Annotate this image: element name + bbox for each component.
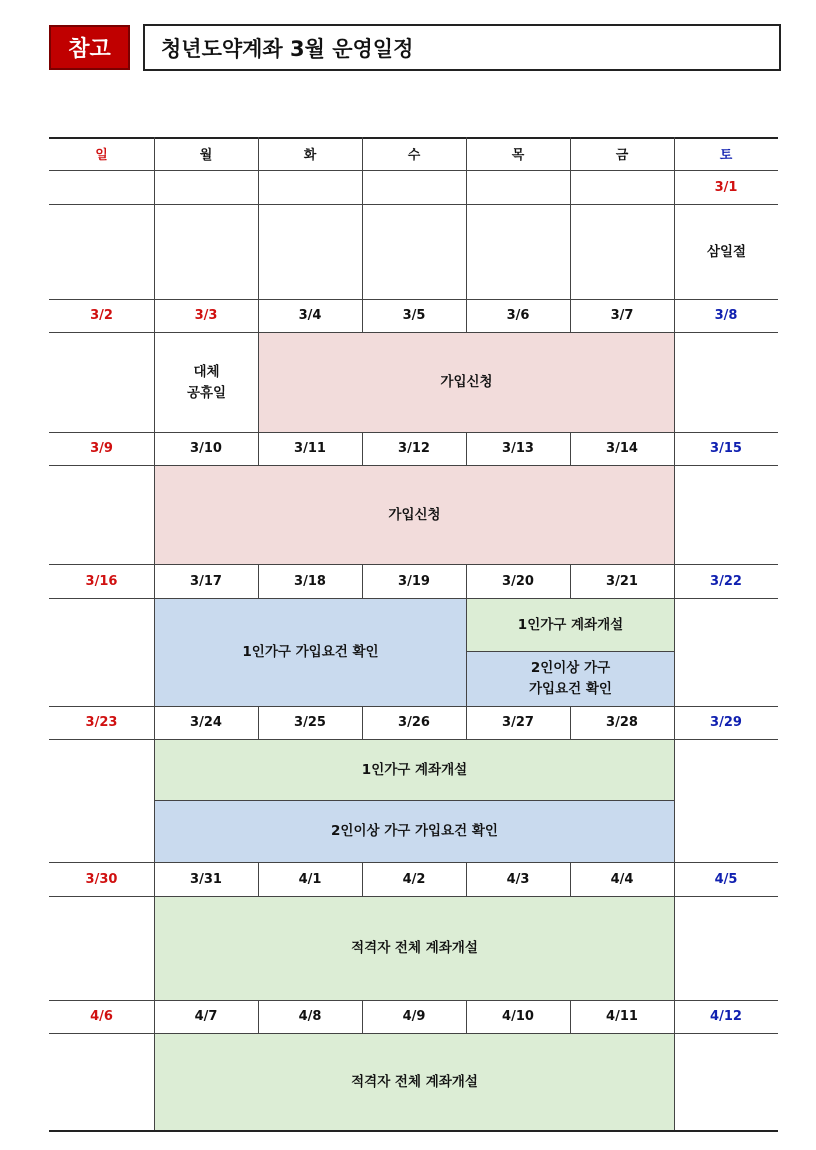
date-cell: 4/8 bbox=[298, 1009, 322, 1024]
column-divider bbox=[466, 137, 467, 170]
date-cell: 3/23 bbox=[85, 715, 118, 730]
column-divider bbox=[258, 299, 259, 332]
column-divider bbox=[258, 137, 259, 170]
row-divider bbox=[49, 170, 778, 171]
column-divider bbox=[258, 332, 259, 432]
column-divider bbox=[362, 299, 363, 332]
column-divider bbox=[466, 706, 467, 739]
date-cell bbox=[362, 170, 466, 204]
date-cell: 3/20 bbox=[502, 573, 534, 589]
date-cell: 4/12 bbox=[710, 1009, 742, 1024]
column-divider bbox=[570, 432, 571, 465]
column-divider bbox=[466, 564, 467, 598]
event-single-open: 1인가구 계좌개설 bbox=[467, 599, 674, 651]
weekday-header: 금 bbox=[615, 148, 629, 163]
event-apply: 가입신청 bbox=[155, 466, 674, 564]
column-divider bbox=[570, 1000, 571, 1033]
column-divider bbox=[362, 170, 363, 204]
date-cell: 3/24 bbox=[190, 715, 222, 730]
weekday-header: 화 bbox=[303, 148, 317, 163]
column-divider bbox=[154, 432, 155, 465]
column-divider bbox=[674, 170, 675, 204]
column-divider bbox=[362, 204, 363, 299]
date-cell: 3/13 bbox=[502, 441, 534, 456]
row-divider bbox=[49, 862, 778, 863]
row-divider bbox=[49, 706, 778, 707]
column-divider bbox=[154, 896, 155, 1000]
column-divider bbox=[258, 862, 259, 896]
date-cell bbox=[258, 170, 362, 204]
date-cell: 3/10 bbox=[190, 441, 222, 456]
column-divider bbox=[674, 432, 675, 465]
row-divider bbox=[466, 651, 674, 652]
row-divider bbox=[49, 1033, 778, 1034]
date-cell bbox=[570, 170, 674, 204]
column-divider bbox=[154, 299, 155, 332]
row-divider bbox=[49, 137, 778, 139]
date-cell: 3/5 bbox=[402, 308, 426, 323]
date-cell: 4/11 bbox=[606, 1009, 638, 1024]
event-single-check: 1인가구 가입요건 확인 bbox=[155, 599, 466, 706]
column-divider bbox=[154, 204, 155, 299]
row-divider bbox=[49, 332, 778, 333]
date-cell: 4/6 bbox=[90, 1009, 113, 1024]
date-cell: 3/29 bbox=[710, 715, 742, 730]
date-cell: 4/9 bbox=[402, 1009, 426, 1024]
column-divider bbox=[466, 204, 467, 299]
column-divider bbox=[362, 706, 363, 739]
column-divider bbox=[154, 739, 155, 862]
column-divider bbox=[466, 170, 467, 204]
column-divider bbox=[154, 465, 155, 564]
row-divider bbox=[49, 465, 778, 466]
column-divider bbox=[258, 1000, 259, 1033]
event-multi-check: 2인이상 가구 가입요건 확인 bbox=[155, 801, 674, 862]
column-divider bbox=[362, 862, 363, 896]
row-divider bbox=[49, 598, 778, 599]
date-cell bbox=[466, 170, 570, 204]
column-divider bbox=[570, 137, 571, 170]
holiday-label: 삼일절 bbox=[706, 243, 747, 260]
column-divider bbox=[570, 564, 571, 598]
weekday-header: 수 bbox=[407, 148, 421, 163]
row-divider bbox=[49, 204, 778, 205]
column-divider bbox=[570, 706, 571, 739]
column-divider bbox=[674, 332, 675, 432]
column-divider bbox=[154, 706, 155, 739]
column-divider bbox=[570, 170, 571, 204]
row-divider bbox=[49, 564, 778, 565]
date-cell: 4/4 bbox=[610, 871, 634, 887]
date-cell bbox=[49, 170, 154, 204]
event-apply: 가입신청 bbox=[259, 333, 674, 432]
column-divider bbox=[154, 598, 155, 706]
column-divider bbox=[258, 170, 259, 204]
date-cell: 4/7 bbox=[194, 1009, 218, 1024]
weekday-header: 월 bbox=[199, 148, 213, 163]
column-divider bbox=[154, 862, 155, 896]
row-divider bbox=[49, 1130, 778, 1132]
column-divider bbox=[674, 137, 675, 170]
column-divider bbox=[674, 1000, 675, 1033]
date-cell: 4/3 bbox=[506, 871, 530, 887]
column-divider bbox=[154, 1000, 155, 1033]
event-multi-check: 2인이상 가구 가입요건 확인 bbox=[467, 652, 674, 706]
date-cell: 3/16 bbox=[85, 573, 118, 589]
date-cell: 4/10 bbox=[502, 1009, 534, 1024]
date-cell: 4/2 bbox=[402, 871, 426, 887]
column-divider bbox=[258, 204, 259, 299]
date-cell: 3/21 bbox=[606, 573, 638, 589]
date-cell: 3/4 bbox=[298, 308, 322, 323]
column-divider bbox=[362, 137, 363, 170]
date-cell: 3/18 bbox=[294, 573, 326, 589]
column-divider bbox=[258, 432, 259, 465]
date-cell: 4/1 bbox=[298, 871, 322, 887]
column-divider bbox=[466, 432, 467, 465]
reference-badge: 참고 bbox=[49, 25, 130, 70]
column-divider bbox=[674, 706, 675, 739]
column-divider bbox=[674, 564, 675, 598]
column-divider bbox=[674, 862, 675, 896]
date-cell: 3/25 bbox=[294, 715, 326, 730]
row-divider bbox=[49, 299, 778, 300]
date-cell: 3/17 bbox=[190, 573, 222, 589]
column-divider bbox=[362, 564, 363, 598]
page-title: 청년도약계좌 3월 운영일정 bbox=[143, 24, 781, 71]
date-cell: 3/30 bbox=[85, 871, 118, 887]
date-cell: 3/7 bbox=[610, 308, 634, 323]
date-cell: 3/15 bbox=[710, 441, 742, 456]
column-divider bbox=[570, 299, 571, 332]
row-divider bbox=[49, 896, 778, 897]
event-single-open: 1인가구 계좌개설 bbox=[155, 740, 674, 800]
column-divider bbox=[154, 137, 155, 170]
column-divider bbox=[362, 432, 363, 465]
row-divider bbox=[154, 800, 674, 801]
column-divider bbox=[154, 1033, 155, 1130]
date-cell: 3/31 bbox=[190, 871, 222, 887]
column-divider bbox=[258, 706, 259, 739]
column-divider bbox=[570, 862, 571, 896]
column-divider bbox=[154, 564, 155, 598]
weekday-header: 일 bbox=[95, 148, 108, 163]
column-divider bbox=[570, 204, 571, 299]
date-cell: 3/8 bbox=[714, 308, 738, 323]
column-divider bbox=[154, 332, 155, 432]
date-cell bbox=[154, 170, 258, 204]
row-divider bbox=[49, 1000, 778, 1001]
date-cell: 4/5 bbox=[714, 871, 738, 887]
column-divider bbox=[674, 299, 675, 332]
date-cell: 3/26 bbox=[398, 715, 430, 730]
date-cell: 3/1 bbox=[714, 179, 738, 195]
column-divider bbox=[466, 1000, 467, 1033]
date-cell: 3/22 bbox=[710, 573, 742, 589]
date-cell: 3/2 bbox=[90, 308, 113, 323]
date-cell: 3/28 bbox=[606, 715, 638, 730]
row-divider bbox=[49, 432, 778, 433]
column-divider bbox=[258, 564, 259, 598]
date-cell: 3/3 bbox=[194, 308, 218, 323]
column-divider bbox=[466, 299, 467, 332]
column-divider bbox=[154, 170, 155, 204]
column-divider bbox=[466, 598, 467, 706]
column-divider bbox=[674, 465, 675, 564]
column-divider bbox=[674, 896, 675, 1000]
column-divider bbox=[674, 204, 675, 299]
column-divider bbox=[466, 862, 467, 896]
weekday-header: 토 bbox=[719, 148, 733, 163]
weekday-header: 목 bbox=[511, 148, 525, 163]
date-cell: 3/14 bbox=[606, 441, 638, 456]
column-divider bbox=[674, 739, 675, 862]
date-cell: 3/12 bbox=[398, 441, 430, 456]
substitute-holiday-label: 대체 공휴일 bbox=[186, 363, 227, 401]
date-cell: 3/11 bbox=[294, 441, 326, 456]
date-cell: 3/19 bbox=[398, 573, 430, 589]
date-cell: 3/6 bbox=[506, 308, 530, 323]
column-divider bbox=[674, 1033, 675, 1130]
column-divider bbox=[362, 1000, 363, 1033]
event-all-open: 적격자 전체 계좌개설 bbox=[155, 1034, 674, 1130]
row-divider bbox=[49, 739, 778, 740]
date-cell: 3/9 bbox=[90, 441, 113, 456]
column-divider bbox=[674, 598, 675, 706]
event-all-open: 적격자 전체 계좌개설 bbox=[155, 897, 674, 1000]
date-cell: 3/27 bbox=[502, 715, 534, 730]
